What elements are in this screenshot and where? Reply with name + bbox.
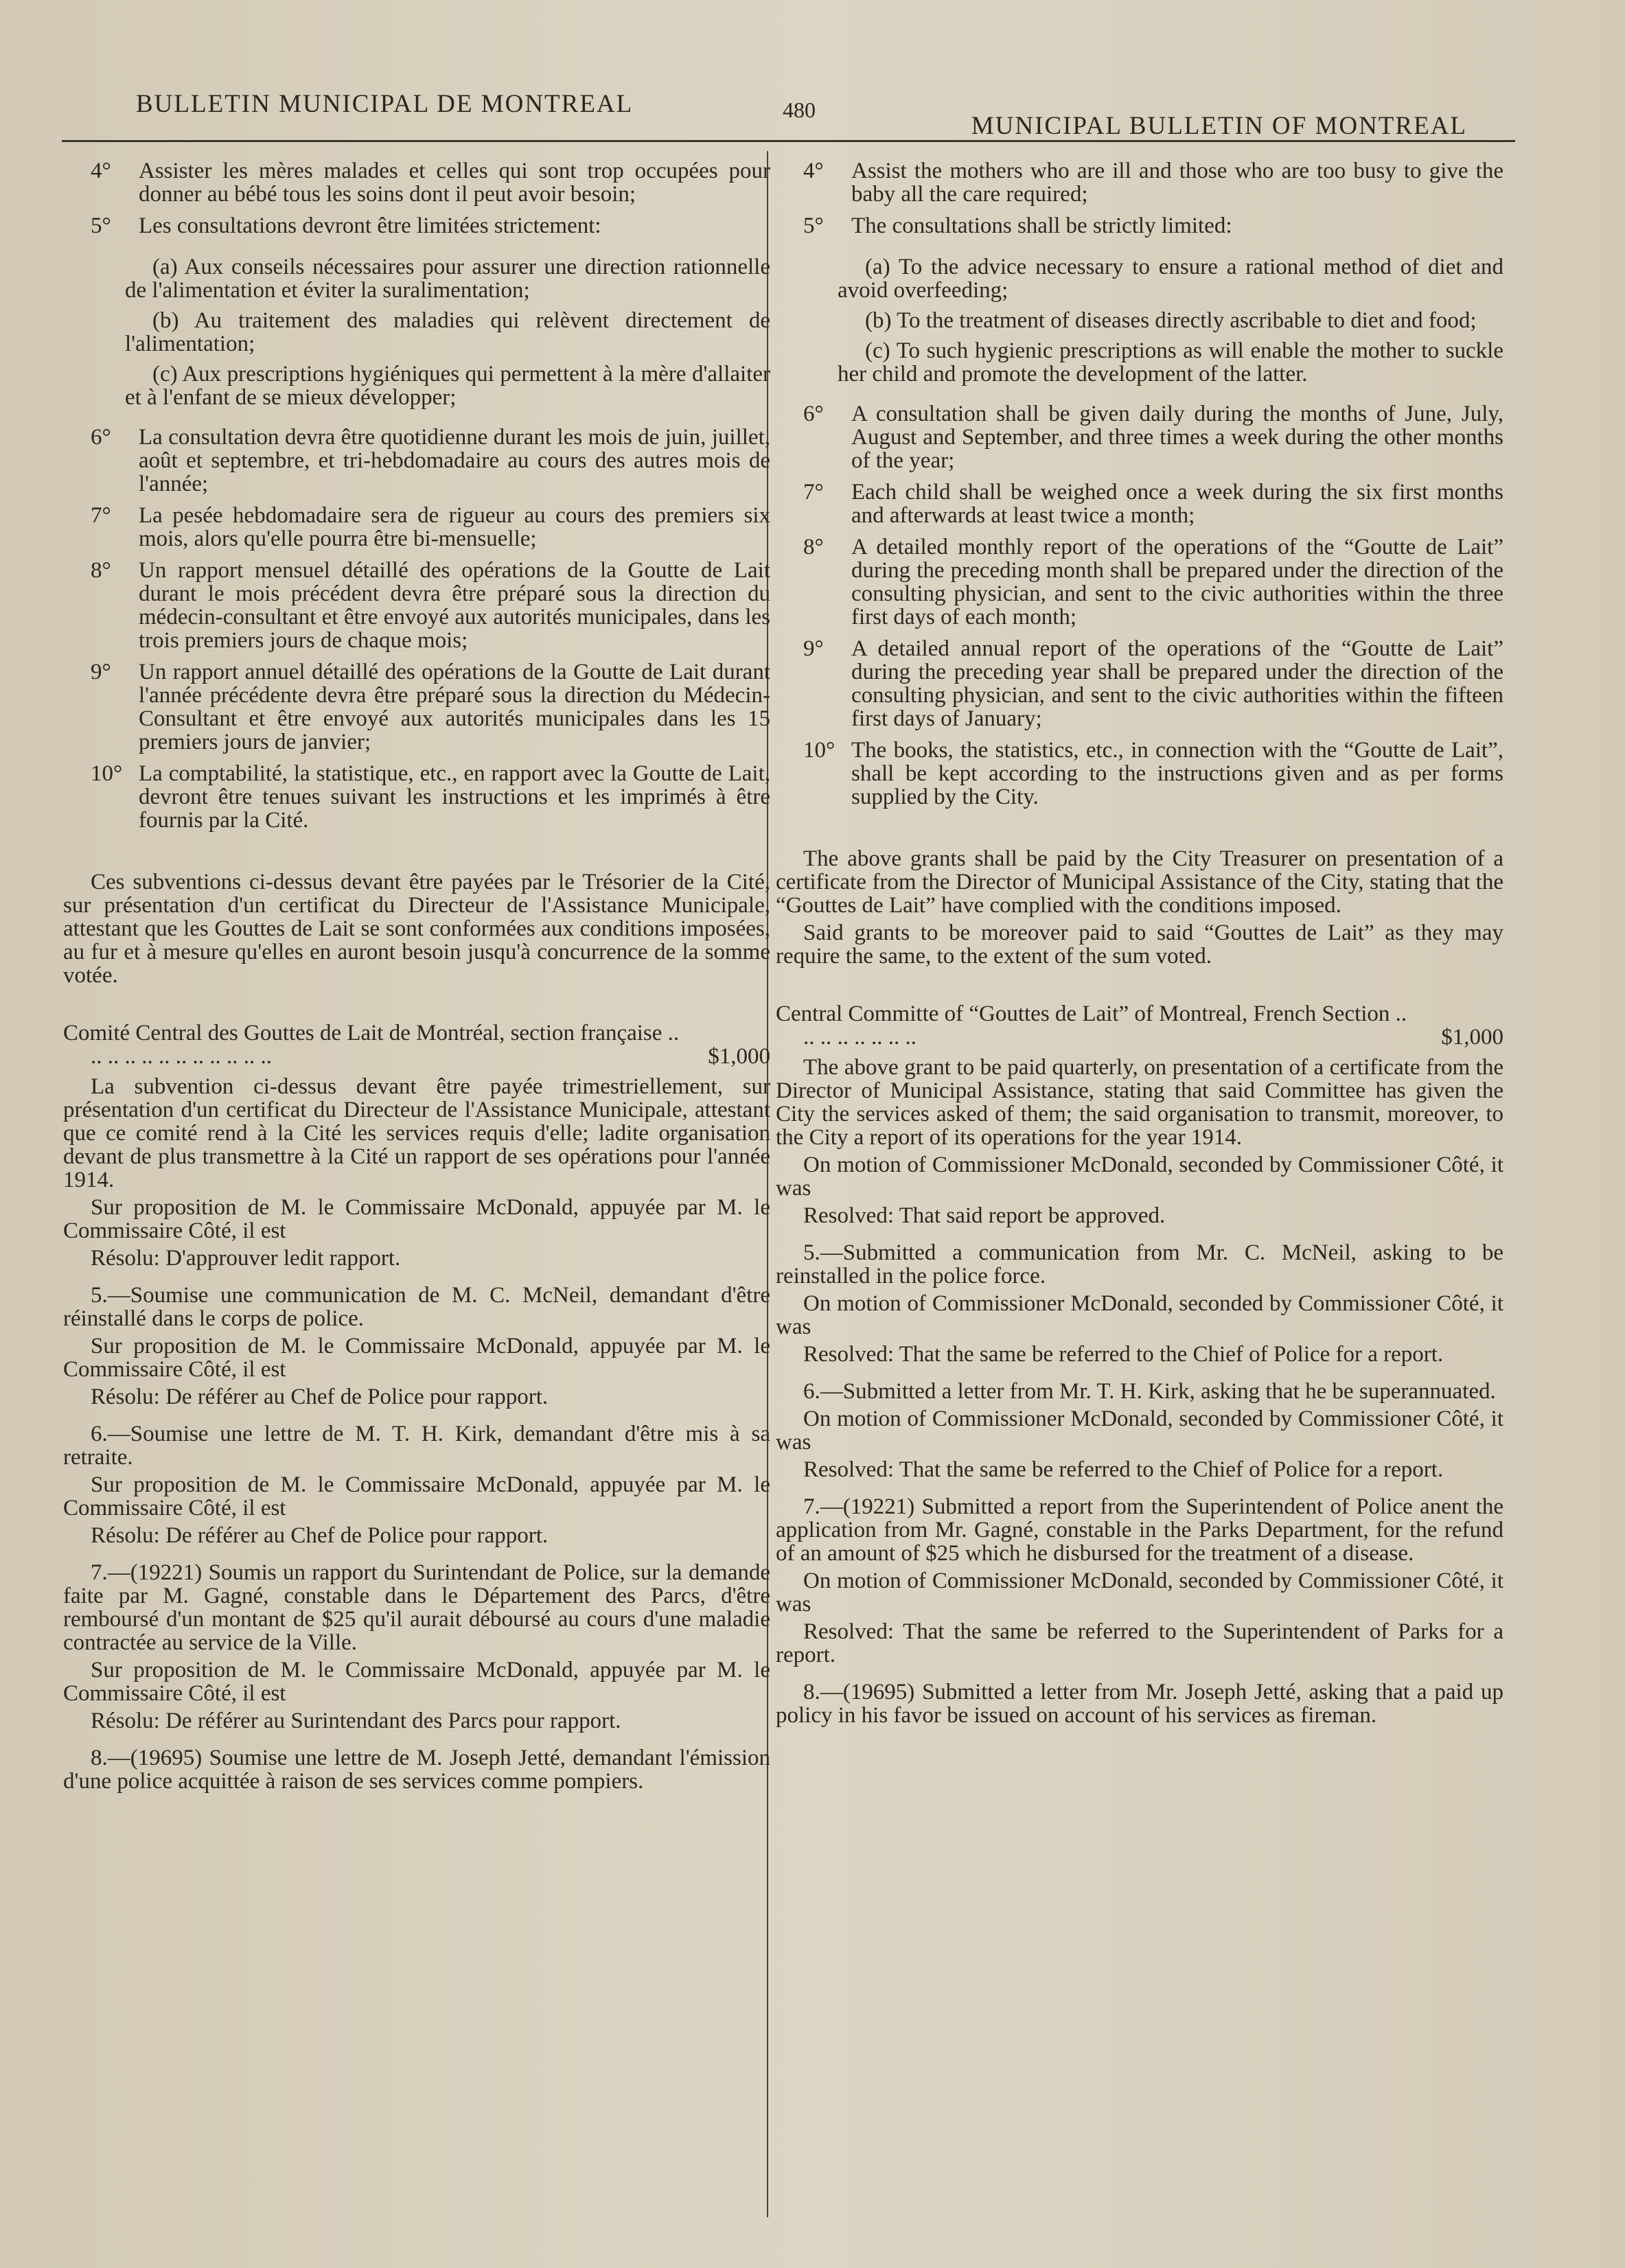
item-text: A detailed monthly report of the operations of the “Goutte de Lait” during the preceding month shall be prepared under the direction of the consulting physician, and sent to the civic authorities within the three first days of each month; [851, 535, 1503, 629]
grant-amount: $1,000 [1441, 1025, 1503, 1050]
agenda-item-6: 6.—Soumise une lettre de M. T. H. Kirk, demandant d'être mis à sa retraite. [63, 1422, 770, 1470]
sub-item: (a) To the advice necessary to ensure a rational method of diet and avoid overfeeding; [838, 255, 1503, 303]
sub-item: (b) To the treatment of diseases directly ascribable to diet and food; [865, 308, 1477, 333]
list-item [63, 660, 770, 754]
grant-paragraph: La subvention ci-dessus devant être payée trimestriellement, sur présentation d'un certificat du Directeur de l'Assistance Municipale, attestant que ce comité rend à la Cité les services requis d'elle; ladite organisation devant de plus transmettre à la Cité un rapport de ses opérations pour l'année 1914. [63, 1074, 770, 1192]
resolution-text: Resolved: That the same be referred to the Chief of Police for a report. [803, 1342, 1444, 1367]
grant-amount: $1,000 [708, 1044, 770, 1069]
motion-text: On motion of Commissioner McDonald, seconded by Commissioner Côté, it was [776, 1153, 1503, 1201]
item-text: Un rapport mensuel détaillé des opérations de la Goutte de Lait durant le mois précédent devra être préparé sous la direction du médecin-consultant et être envoyé aux autorités municipales, dans les trois premiers jours de chaque mois; [139, 558, 770, 653]
grant-line [776, 1002, 1503, 1049]
header-title-french: BULLETIN MUNICIPAL DE MONTREAL [136, 90, 634, 118]
motion-text: On motion of Commissioner McDonald, seconded by Commissioner Côté, it was [776, 1569, 1503, 1617]
motion-text: Sur proposition de M. le Commissaire McDonald, appuyée par M. le Commissaire Côté, il est [63, 1472, 770, 1520]
resolution-text: Resolved: That said report be approved. [803, 1203, 1166, 1228]
grant-text: Comité Central des Gouttes de Lait de Montréal, section française .. .. .. .. .. .. .. .. .. .. .. .. [63, 1021, 680, 1069]
list-item [776, 637, 1503, 730]
list-item [776, 739, 1503, 809]
list-item [63, 159, 770, 206]
item-number: 5° [91, 213, 111, 238]
item-number: 5° [803, 213, 824, 238]
item-text: Un rapport annuel détaillé des opérations de la Goutte de Lait durant l'année précédente devra être préparé sous la direction du Médecin-Consultant et être envoyé aux autorités municipales dans les 15 premiers jours de janvier; [139, 660, 770, 754]
item-number: 4° [91, 159, 111, 183]
item-number: 8° [803, 535, 824, 559]
list-item [63, 762, 770, 832]
page-number: 480 [783, 97, 816, 122]
resolution-text: Résolu: De référer au Chef de Police pour rapport. [91, 1385, 549, 1409]
item-number: 7° [91, 503, 111, 528]
motion-text: Sur proposition de M. le Commissaire McDonald, appuyée par M. le Commissaire Côté, il est [63, 1334, 770, 1382]
agenda-item-7: 7.—(19221) Submitted a report from the Superintendent of Police anent the application from Mr. Gagné, constable in the Parks Department, for the refund of an amount of $25 which he disbursed for the treatment of a disease. [776, 1494, 1503, 1566]
motion-text: On motion of Commissioner McDonald, seconded by Commissioner Côté, it was [776, 1291, 1503, 1339]
grant-paragraph: The above grant to be paid quarterly, on presentation of a certificate from the Director of Municipal Assistance, stating that said Committee has given the City the services asked of them; the said organisation to transmit, moreover, to the City a report of its operations for the year 1914. [776, 1055, 1503, 1150]
item-text: Les consultations devront être limitées strictement: [139, 213, 601, 238]
resolution-text: Resolved: That the same be referred to the Superintendent of Parks for a report. [776, 1619, 1503, 1667]
sub-item: (a) Aux conseils nécessaires pour assurer une direction rationnelle de l'alimentation et éviter la suralimentation; [125, 255, 770, 303]
grants-paragraph: The above grants shall be paid by the City Treasurer on presentation of a certificate from the Director of Municipal Assistance of the City, stating that the “Gouttes de Lait” have complied with the conditions imposed. [776, 846, 1503, 918]
item-number: 7° [803, 480, 824, 505]
french-column [63, 159, 770, 1797]
header-rule [62, 140, 1515, 142]
page-header [130, 81, 1495, 140]
list-item [63, 426, 770, 496]
item-text: La comptabilité, la statistique, etc., en rapport avec la Goutte de Lait, devront être tenues suivant les instructions et les imprimés à être fournis par la Cité. [139, 761, 770, 833]
list-item [776, 159, 1503, 206]
agenda-item-8: 8.—(19695) Soumise une lettre de M. Joseph Jetté, demandant l'émission d'une police acquittée à raison de ses services comme pompiers. [63, 1746, 770, 1794]
resolution-text: Résolu: De référer au Chef de Police pour rapport. [91, 1523, 549, 1548]
motion-text: Sur proposition de M. le Commissaire McDonald, appuyée par M. le Commissaire Côté, il est [63, 1658, 770, 1706]
item-text: Each child shall be weighed once a week during the six first months and afterwards at least twice a month; [851, 480, 1503, 528]
agenda-item-8: 8.—(19695) Submitted a letter from Mr. Joseph Jetté, asking that a paid up policy in his favor be issued on account of his services as fireman. [776, 1680, 1503, 1728]
item-number: 10° [91, 761, 123, 786]
agenda-item-5: 5.—Soumise une communication de M. C. McNeil, demandant d'être réinstallé dans le corps de police. [63, 1283, 770, 1331]
item-number: 4° [803, 159, 824, 183]
item-number: 10° [803, 738, 835, 763]
item-text: A detailed annual report of the operations of the “Goutte de Lait” during the preceding year shall be prepared under the direction of the consulting physician, and sent to the civic authorities within the fifteen first days of January; [851, 636, 1503, 731]
list-item [776, 481, 1503, 527]
sub-item: (c) To such hygienic prescriptions as will enable the mother to suckle her child and promote the development of the latter. [838, 338, 1503, 386]
agenda-item-7: 7.—(19221) Soumis un rapport du Surintendant de Police, sur la demande faite par M. Gagné, constable dans le Département des Parcs, d'être remboursé d'un montant de $25 qu'il aurait déboursé au cours d'une maladie contractée au service de la Ville. [63, 1560, 770, 1655]
list-item [63, 559, 770, 652]
motion-text: On motion of Commissioner McDonald, seconded by Commissioner Côté, it was [776, 1407, 1503, 1455]
grant-line [63, 1021, 770, 1068]
resolution-text: Resolved: That the same be referred to the Chief of Police for a report. [803, 1457, 1444, 1482]
resolution-text: Résolu: De référer au Surintendant des Parcs pour rapport. [91, 1709, 621, 1733]
subventions-paragraph: Ces subventions ci-dessus devant être payées par le Trésorier de la Cité, sur présentation d'un certificat du Directeur de l'Assistance Municipale, attestant que les Gouttes de Lait se sont conformées aux conditions imposées, au fur et à mesure qu'elles en auront besoin jusqu'à concurrence de la somme votée. [63, 870, 770, 988]
item-text: La consultation devra être quotidienne durant les mois de juin, juillet, août et septembre, et tri-hebdomadaire au cours des autres mois de l'année; [139, 425, 770, 496]
grants-paragraph: Said grants to be moreover paid to said “Gouttes de Lait” as they may require the same, to the extent of the sum voted. [776, 921, 1503, 969]
list-item [63, 504, 770, 551]
grant-text: Central Committe of “Gouttes de Lait” of Montreal, French Section .. .. .. .. .. .. .. .. [776, 1002, 1407, 1050]
header-title-english: MUNICIPAL BULLETIN OF MONTREAL [971, 112, 1467, 140]
item-number: 9° [91, 660, 111, 684]
item-number: 6° [803, 402, 824, 426]
list-item [776, 214, 1503, 238]
resolution-text: Résolu: D'approuver ledit rapport. [91, 1246, 401, 1271]
list-item [776, 402, 1503, 472]
item-text: A consultation shall be given daily during the months of June, July, August and September, and three times a week during the other months of the year; [851, 402, 1503, 473]
list-item [63, 214, 770, 238]
item-text: Assister les mères malades et celles qui sont trop occupées pour donner au bébé tous les soins dont il peut avoir besoin; [139, 159, 770, 207]
item-text: La pesée hebdomadaire sera de rigueur au cours des premiers six mois, alors qu'elle pourra être bi-mensuelle; [139, 503, 770, 551]
agenda-item-5: 5.—Submitted a communication from Mr. C. McNeil, asking to be reinstalled in the police force. [776, 1240, 1503, 1288]
list-item [776, 535, 1503, 629]
sub-item: (c) Aux prescriptions hygiéniques qui permettent à la mère d'allaiter et à l'enfant de se mieux développer; [125, 362, 770, 410]
item-text: Assist the mothers who are ill and those who are too busy to give the baby all the care required; [851, 159, 1503, 207]
item-number: 6° [91, 425, 111, 450]
item-text: The books, the statistics, etc., in connection with the “Goutte de Lait”, shall be kept according to the instructions given and as per forms supplied by the City. [851, 738, 1503, 809]
english-column [776, 159, 1503, 1731]
sub-item: (b) Au traitement des maladies qui relèvent directement de l'alimentation; [125, 308, 770, 356]
item-text: The consultations shall be strictly limited: [851, 213, 1232, 238]
agenda-item-6: 6.—Submitted a letter from Mr. T. H. Kirk, asking that he be superannuated. [803, 1379, 1496, 1404]
motion-text: Sur proposition de M. le Commissaire McDonald, appuyée par M. le Commissaire Côté, il est [63, 1195, 770, 1243]
item-number: 9° [803, 636, 824, 661]
item-number: 8° [91, 558, 111, 583]
